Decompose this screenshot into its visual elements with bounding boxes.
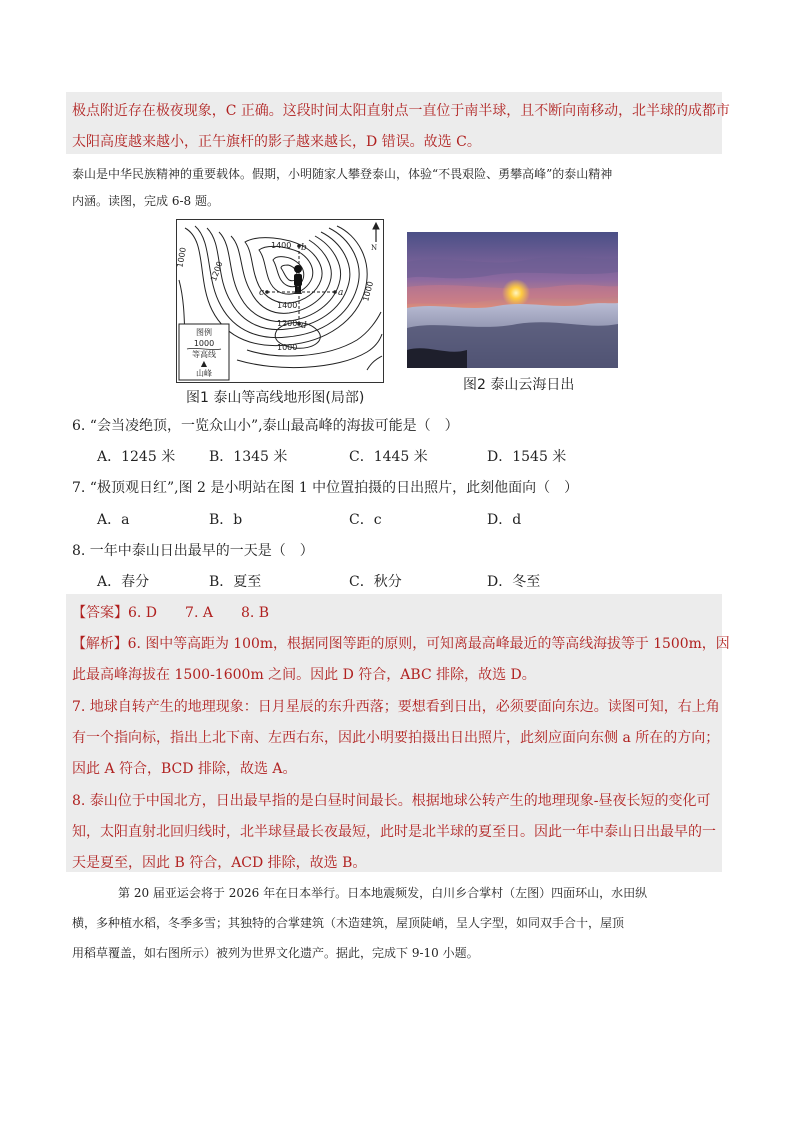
figure2-caption: 图2 泰山云海日出 [463,377,575,393]
answer-line [72,602,269,622]
sunrise-photo-svg [407,232,618,368]
figure1-caption: 图1 泰山等高线地形图(局部) [186,390,365,406]
analysis-line7: 知，太阳直射北回归线时，北半球昼最长夜最短，此时是北半球的夏至日。因此一年中泰山日出最早的一 [72,824,716,840]
question-6-option-d: D．1545 米 [487,449,567,465]
analysis-text-1: 6. 图中等高距为 100m，根据同图等距的原则，可知离最高峰最近的等高线海拔等于 1500m，因 [127,636,730,652]
point-label-d: d [301,321,307,331]
analysis-line6: 8. 泰山位于中国北方，日出最早指的是白昼时间最长。根据地球公转产生的地理现象-昼夜长短的变化可 [72,793,711,809]
question-6-option-b: B．1345 米 [209,449,288,465]
point-label-b: b [301,243,307,253]
contour-label: 1000 [361,280,376,303]
next-intro-line2: 横，多种植水稻，冬季多雪；其独特的合掌建筑（木造建筑，屋顶陡峭，呈人字型，如同双手合十，屋顶 [72,916,625,930]
sun-shape [502,279,530,307]
contour-label: 1200 [209,260,225,283]
question-7-option-c: C．c [349,512,382,528]
question-6-option-a: A．1245 米 [97,449,176,465]
contour-line [367,356,382,370]
question-intro-line2: 内涵。读图，完成 6-8 题。 [72,194,219,208]
contour-map-figure [176,219,384,383]
contour-label: 1400 [277,301,298,310]
question-8-option-c: C．秋分 [349,574,402,590]
contour-line [247,312,381,356]
question-6-option-c: C．1445 米 [349,449,428,465]
answer-continuation-line1: 极点附近存在极夜现象，C 正确。这段时间太阳直射点一直位于南半球，且不断向南移动，北半球的成都市 [72,103,730,119]
contour-map-svg [177,220,383,382]
question-7-option-d: D．d [487,512,522,528]
point-label-c: c [259,288,265,298]
question-7-option-a: A．a [97,512,130,528]
question-8-option-b: B．夏至 [209,574,262,590]
question-7-option-b: B．b [209,512,243,528]
legend-peak: 山峰 [196,369,212,378]
contour-label: 1000 [175,246,188,269]
north-arrow-icon [373,223,379,242]
question-intro-line1: 泰山是中华民族精神的重要载体。假期，小明随家人攀登泰山，体验“不畏艰险、勇攀高峰”的泰山精神 [72,167,613,181]
question-7-stem: 7. “极顶观日红”,图 2 是小明站在图 1 中位置拍摄的日出照片，此刻他面向（ ） [72,480,579,496]
answer-continuation-line2: 太阳高度越来越小，正午旗杆的影子越来越长，D 错误。故选 C。 [72,134,481,150]
legend-title: 图例 [196,328,212,337]
legend-contour: 等高线 [192,350,216,359]
north-label: N [371,244,378,252]
question-8-stem: 8. 一年中泰山日出最早的一天是（ ） [72,543,314,559]
legend-peak-symbol: ▲ [200,359,208,368]
analysis-line5: 因此 A 符合，BCD 排除，故选 A。 [72,761,297,777]
analysis-line2: 此最高峰海拔在 1500-1600m 之间。因此 D 符合，ABC 排除，故选 D。 [72,667,536,683]
question-8-option-d: D．冬至 [487,574,541,590]
question-8-option-a: A．春分 [97,574,150,590]
legend-value: 1000 [193,339,215,348]
question-6-stem: 6. “会当凌绝顶，一览众山小”,泰山最高峰的海拔可能是（ ） [72,418,459,434]
sunrise-photo [407,232,618,368]
analysis-line4: 有一个指向标，指出上北下南、左西右东，因此小明要拍摄出日出照片，此刻应面向东侧 a 所在的方向； [72,730,720,746]
analysis-label: 【解析】 [72,636,128,652]
contour-line [237,334,382,368]
answer-label: 【答案】 [72,605,128,621]
analysis-line3: 7. 地球自转产生的地理现象：日月星辰的东升西落；要想看到日出，必须要面向东边。读图可知，右上角 [72,699,720,715]
point-label-a: a [338,288,344,298]
contour-label: 1400 [271,241,292,250]
next-intro-line1: 第 20 届亚运会将于 2026 年在日本举行。日本地震频发，白川乡合掌村（左图）四面环山，水田纵 [118,886,648,900]
contour-label: 1200 [277,319,298,328]
contour-label: 1000 [277,343,298,352]
answer-text: 6. D 7. A 8. B [128,605,270,621]
contour-line [259,246,313,294]
analysis-line8: 天是夏至，因此 B 符合，ACD 排除，故选 B。 [72,855,367,871]
analysis-line1 [72,633,730,653]
next-intro-line3: 用稻草覆盖，如右图所示）被列为世界文化遗产。据此，完成下 9-10 小题。 [72,946,479,960]
